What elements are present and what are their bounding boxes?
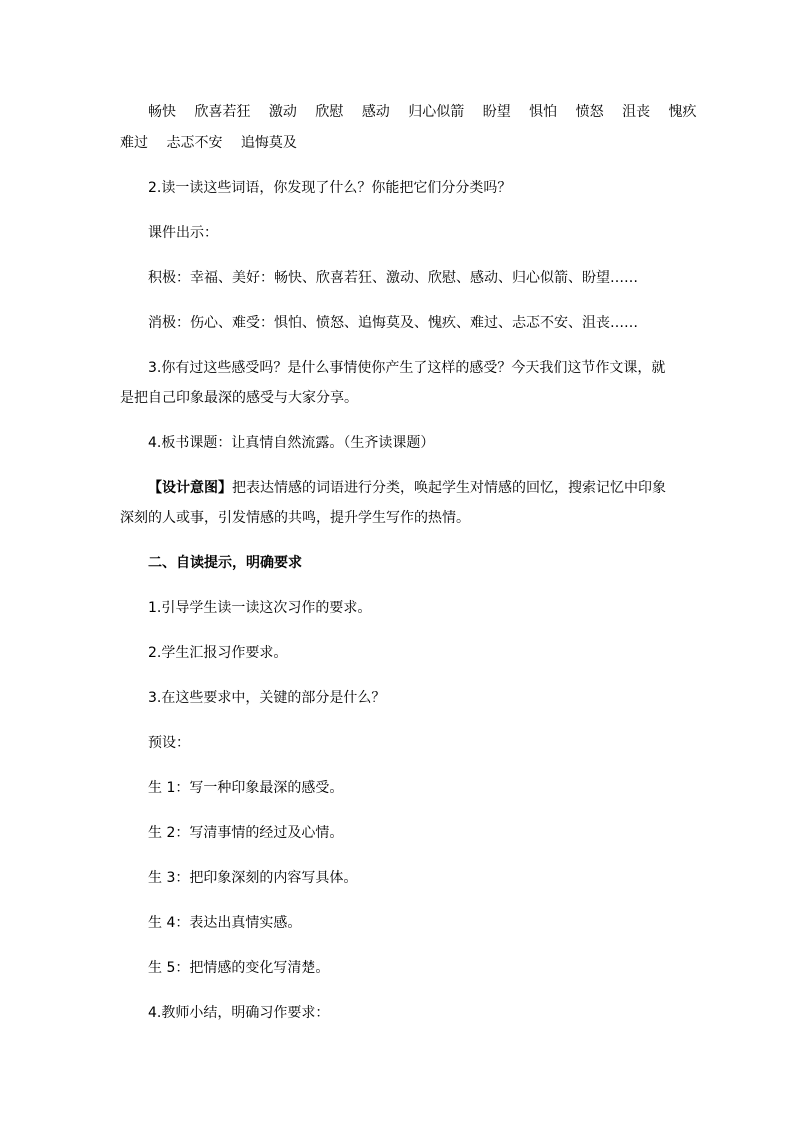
question-3: 3.你有过这些感受吗？是什么事情使你产生了这样的感受？今天我们这节作文课，就是把自己印象最深的感受与大家分享。: [120, 360, 666, 406]
word-item: 忐忑不安: [166, 135, 223, 151]
word-item: 归心似箭: [408, 104, 465, 120]
word-item: 欣喜若狂: [194, 104, 251, 120]
student-answer-5: 生 5：把情感的变化写清楚。: [148, 960, 330, 976]
word-item: 愧疚: [668, 104, 697, 120]
word-list-line-1: [120, 97, 697, 127]
word-item: 愤怒: [575, 104, 604, 120]
step-4: 4.教师小结，明确习作要求：: [148, 1005, 330, 1021]
student-answer-4: 生 4：表达出真情实感。: [148, 915, 302, 931]
student-answer-2: 生 2：写清事情的经过及心情。: [148, 825, 344, 841]
word-item: 追悔莫及: [240, 135, 297, 151]
word-item: 感动: [361, 104, 390, 120]
question-2: 2.读一读这些词语，你发现了什么？你能把它们分分类吗？: [148, 180, 512, 196]
word-item: 欣慰: [315, 104, 344, 120]
design-intent-label: 【设计意图】: [148, 480, 232, 496]
negative-words: 消极：伤心、难受：惧怕、愤怒、追悔莫及、愧疚、难过、忐忑不安、沮丧……: [148, 315, 638, 331]
section-heading-2: 二、自读提示，明确要求: [148, 555, 302, 571]
word-item: 沮丧: [622, 104, 651, 120]
step-3: 3.在这些要求中，关键的部分是什么？: [148, 690, 386, 706]
step-2: 2.学生汇报习作要求。: [148, 645, 288, 661]
student-answer-3: 生 3：把印象深刻的内容写具体。: [148, 870, 358, 886]
preset-label: 预设：: [148, 735, 190, 751]
word-item: 激动: [268, 104, 297, 120]
word-item: 畅快: [148, 104, 176, 120]
positive-words: 积极：幸福、美好：畅快、欣喜若狂、激动、欣慰、感动、归心似箭、盼望……: [148, 270, 638, 286]
question-4: 4.板书课题：让真情自然流露。（生齐读课题）: [148, 435, 435, 451]
step-1: 1.引导学生读一读这次习作的要求。: [148, 600, 372, 616]
word-list-line-2: [120, 128, 675, 158]
student-answer-1: 生 1：写一种印象最深的感受。: [148, 780, 344, 796]
design-intent: [120, 473, 675, 533]
word-item: 惧怕: [529, 104, 558, 120]
courseware-label: 课件出示：: [148, 225, 218, 241]
word-item: 难过: [120, 135, 148, 151]
word-item: 盼望: [482, 104, 511, 120]
design-intent-text: 把表达情感的词语进行分类，唤起学生对情感的回忆，搜索记忆中印象深刻的人或事，引发情感的共鸣，提升学生写作的热情。: [120, 480, 666, 526]
